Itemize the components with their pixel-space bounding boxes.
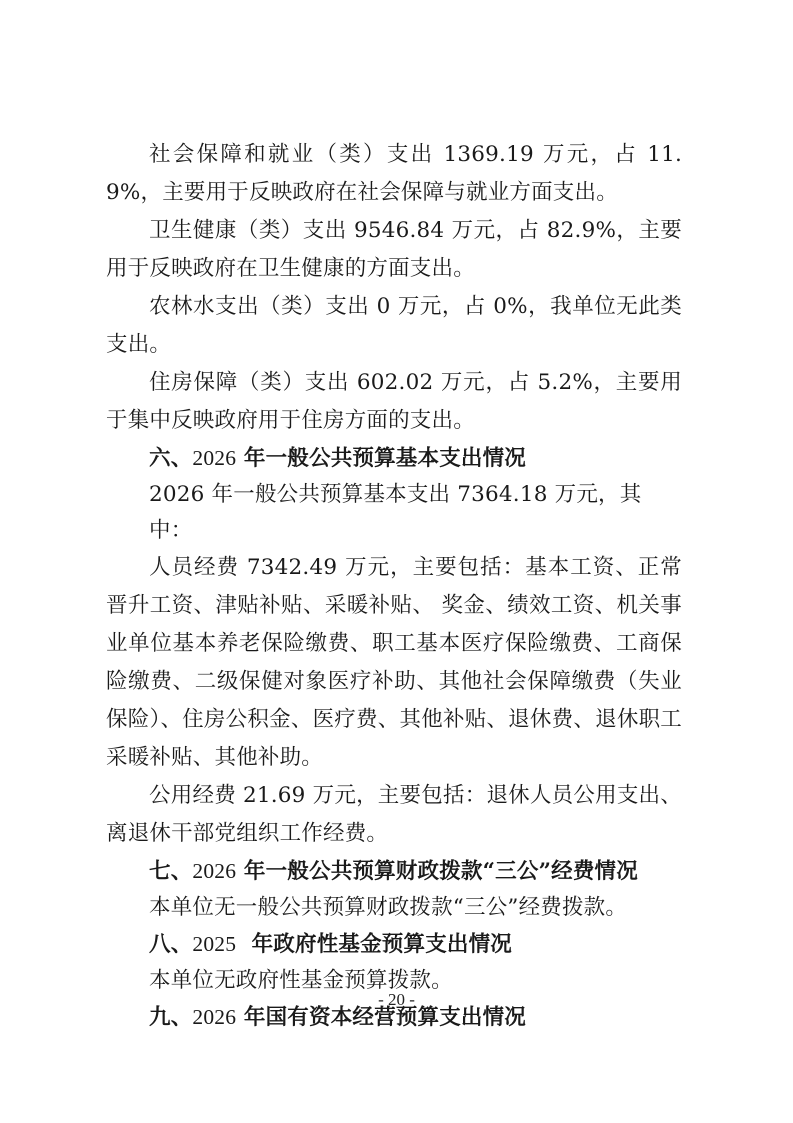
paragraph-health: 卫生健康（类）支出 9546.84 万元，占 82.9%，主要用于反映政府在卫生健康的方面支出。 [106, 218, 682, 281]
document-page [106, 136, 682, 1036]
heading-prefix: 八、 [149, 932, 193, 957]
paragraph-housing: 住房保障（类）支出 602.02 万元，占 5.2%，主要用于集中反映政府用于住房方面的支出。 [106, 370, 682, 433]
page-number: - 20 - [378, 990, 415, 1009]
heading-title: 年一般公共预算财政拨款“三公”经费情况 [236, 859, 638, 884]
section8-body: 本单位无政府性基金预算拨款。 [149, 968, 453, 993]
section-heading-6 [106, 440, 682, 477]
section-heading-8 [106, 926, 682, 963]
paragraph-social-security: 社会保障和就业（类）支出 1369.19 万元，占 11.9%，主要用于反映政府在社会保障与就业方面支出。 [106, 142, 682, 205]
section6-public-expenses: 公用经费 21.69 万元，主要包括：退休人员公用支出、离退休干部党组织工作经费。 [106, 783, 682, 846]
section6-personnel-expenses: 人员经费 7342.49 万元，主要包括：基本工资、正常晋升工资、津贴补贴、采暖补贴、 奖金、绩效工资、机关事业单位基本养老保险缴费、职工基本医疗保险缴费、工商保险缴费、二级保健对象医疗补助、其他社会保障缴费（失业保险）、住房公积金、医疗费、其他补贴、退休费、退休职工采暖补贴、其他补助。 [106, 555, 682, 770]
heading-year: 2026 [192, 859, 237, 883]
heading-title: 年国有资本经营预算支出情况 [236, 1005, 527, 1030]
heading-prefix: 七、 [149, 859, 193, 884]
paragraph-agriculture: 农林水支出（类）支出 0 万元，占 0%，我单位无此类支出。 [106, 294, 682, 357]
heading-year: 2025 [192, 932, 237, 956]
heading-title: 年一般公共预算基本支出情况 [236, 446, 527, 471]
heading-year: 2026 [192, 1005, 237, 1029]
section7-body: 本单位无一般公共预算财政拨款“三公”经费拨款。 [149, 895, 628, 920]
heading-title: 年政府性基金预算支出情况 [236, 932, 512, 957]
section-heading-7 [106, 853, 682, 890]
heading-year: 2026 [192, 446, 237, 470]
heading-prefix: 六、 [149, 446, 193, 471]
section6-summary: 2026 年一般公共预算基本支出 7364.18 万元，其中： [149, 482, 642, 543]
heading-prefix: 九、 [149, 1005, 193, 1030]
